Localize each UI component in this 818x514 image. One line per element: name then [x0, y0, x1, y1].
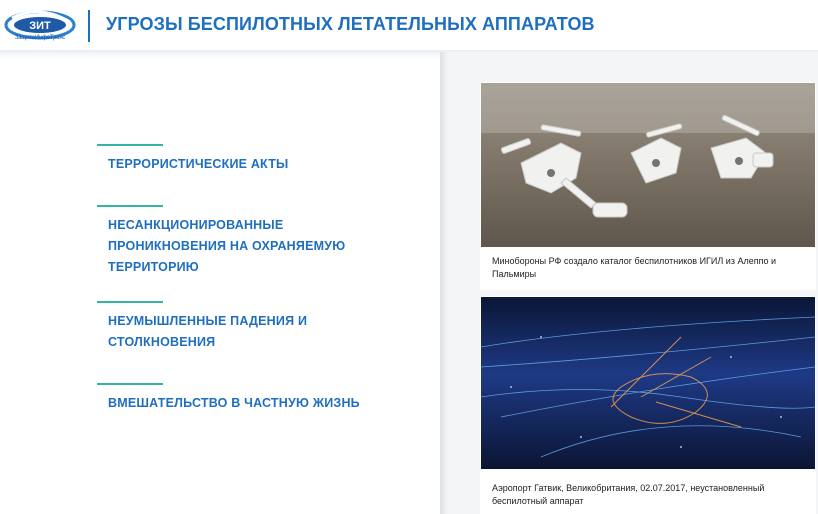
drones-photo: [481, 83, 815, 247]
card-caption: Аэропорт Гатвик, Великобритания, 02.07.2017, неустановленный беспилотный аппарат: [492, 483, 765, 506]
panel-shadow: [440, 52, 448, 514]
threat-label: ВМЕШАТЕЛЬСТВО В ЧАСТНУЮ ЖИЗНЬ: [108, 396, 360, 410]
threat-rule: [97, 301, 163, 303]
page-title: УГРОЗЫ БЕСПИЛОТНЫХ ЛЕТАТЕЛЬНЫХ АППАРАТОВ: [106, 14, 595, 34]
threat-label: ТЕРРОРИСТИЧЕСКИЕ АКТЫ: [108, 157, 289, 171]
threat-label: НЕСАНКЦИОНИРОВАННЫЕ ПРОНИКНОВЕНИЯ НА ОХРАНЯЕМУЮ ТЕРРИТОРИЮ: [108, 218, 346, 274]
header-divider: [88, 10, 90, 42]
card-caption: Минобороны РФ создало каталог беспилотников ИГИЛ из Алеппо и Пальмиры: [492, 256, 776, 279]
news-card: [480, 82, 816, 290]
threat-label: НЕУМЫШЛЕННЫЕ ПАДЕНИЯ И СТОЛКНОВЕНИЯ: [108, 314, 308, 349]
threat-rule: [97, 205, 163, 207]
logo-caption: ЗащитаИнфоТранс: [14, 35, 66, 41]
threat-rule: [97, 383, 163, 385]
svg-text:ЗИТ: ЗИТ: [29, 20, 51, 32]
threat-rule: [97, 144, 163, 146]
news-card: [480, 296, 816, 514]
airport-flight-tracks-photo: [481, 297, 815, 469]
header-bar: [0, 0, 818, 52]
